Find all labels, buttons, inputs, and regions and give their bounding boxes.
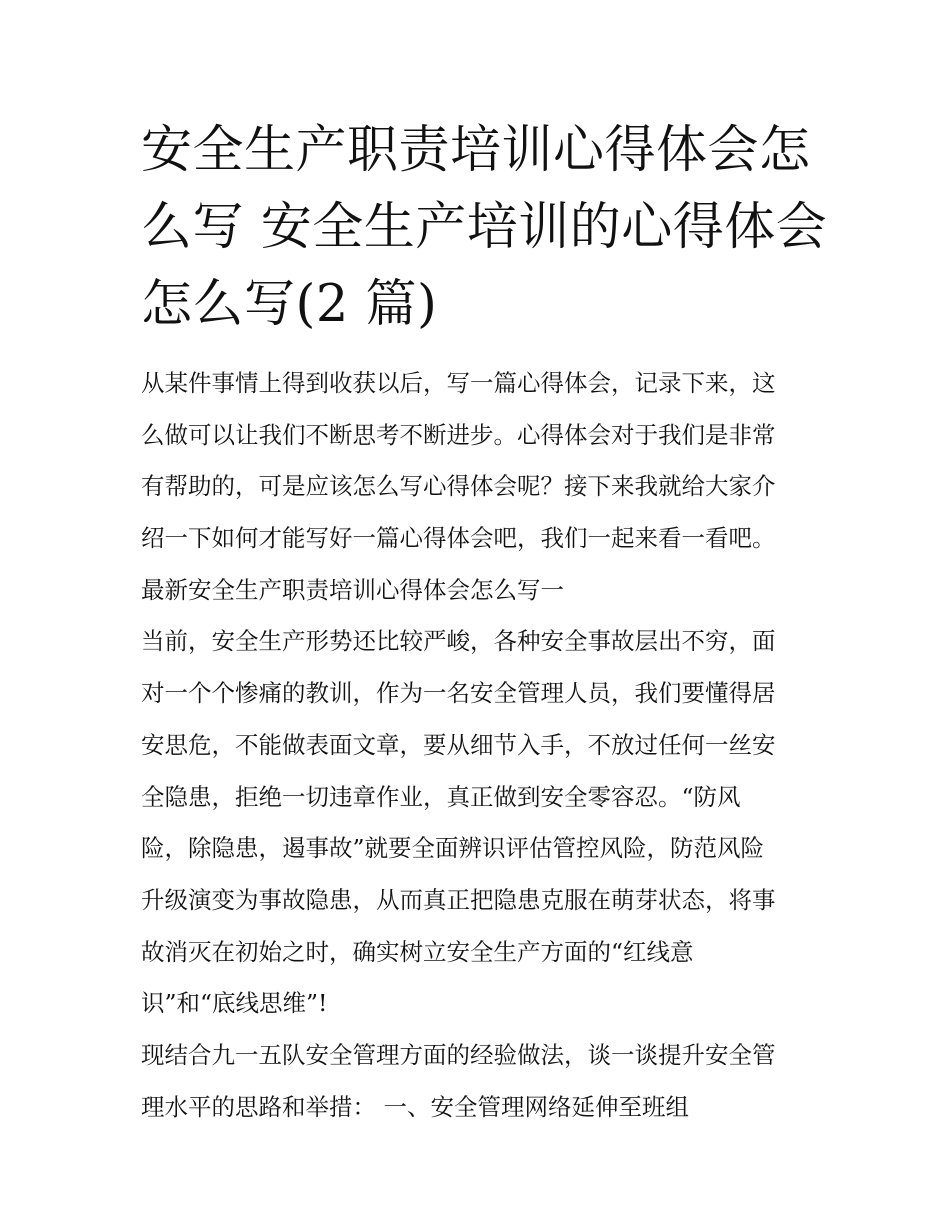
body-line: 安思危，不能做表面文章，要从细节入手，不放过任何一丝安	[141, 730, 776, 759]
body-line: 升级演变为事故隐患，从而真正把隐患克服在萌芽状态，将事	[141, 885, 776, 914]
title-line: 么写 安全生产培训的心得体会	[141, 198, 828, 257]
body-line: 险，除隐患，遏事故”就要全面辨识评估管控风险，防范风险	[141, 834, 765, 863]
title-line: 怎么写(2 篇)	[141, 275, 438, 334]
body-line: 么做可以让我们不断思考不断进步。心得体会对于我们是非常	[141, 420, 776, 449]
body-line: 对一个个惨痛的教训，作为一名安全管理人员，我们要懂得居	[141, 679, 776, 708]
body-line: 理水平的思路和举措： 一、安全管理网络延伸至班组	[141, 1092, 689, 1121]
body-line: 从某件事情上得到收获以后，写一篇心得体会，记录下来，这	[141, 369, 776, 397]
body-line: 全隐患，拒绝一切违章作业，真正做到安全零容忍。“防风	[141, 782, 741, 811]
section-heading: 最新安全生产职责培训心得体会怎么写一	[141, 575, 564, 604]
body-line: 现结合九一五队安全管理方面的经验做法，谈一谈提升安全管	[141, 1040, 776, 1069]
document-title	[141, 112, 828, 343]
body-line: 有帮助的，可是应该怎么写心得体会呢？接下来我就给大家介	[141, 472, 776, 501]
body-line: 绍一下如何才能写好一篇心得体会吧，我们一起来看一看吧。	[141, 524, 776, 553]
body-line: 识”和“底线思维”!	[141, 989, 328, 1018]
document-body	[141, 358, 821, 1133]
body-line: 当前，安全生产形势还比较严峻，各种安全事故层出不穷，面	[141, 627, 776, 656]
title-line: 安全生产职责培训心得体会怎	[141, 121, 811, 180]
body-line: 故消灭在初始之时，确实树立安全生产方面的“红线意	[141, 937, 694, 966]
